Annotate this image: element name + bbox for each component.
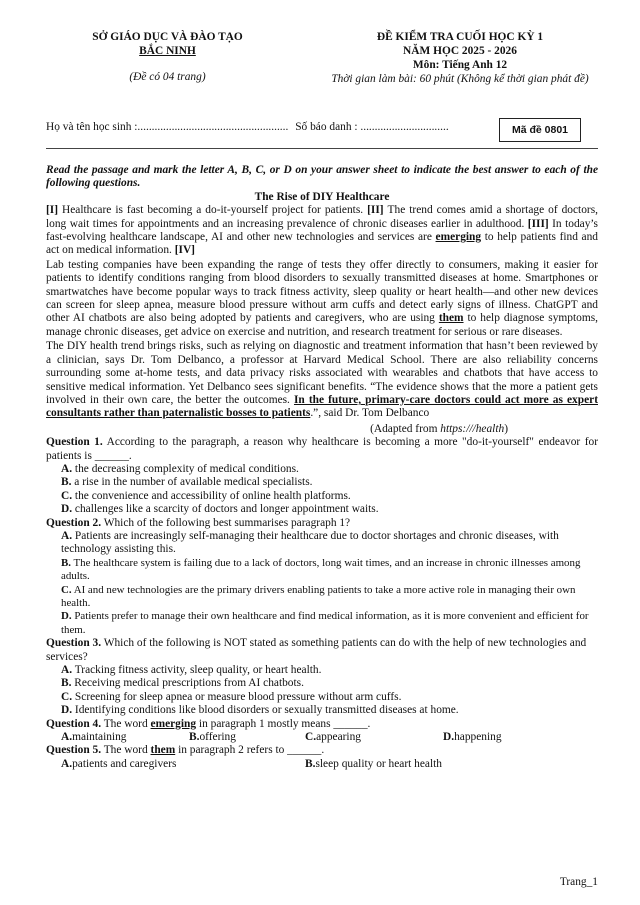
p1-text-b: The trend comes amid a shortage of doctors, long wait times for appointments and an increasing prevalence of chronic diseases earlier in adulthood. [46, 204, 598, 230]
option-text: patients and caregivers [72, 757, 177, 770]
highlight-emerging: emerging [435, 231, 482, 244]
exam-content [46, 164, 598, 771]
question-1 [46, 436, 598, 463]
option-letter: C. [61, 690, 73, 703]
question-3 [46, 637, 598, 664]
option-text: maintaining [72, 731, 127, 744]
q1-option-c[interactable] [61, 490, 598, 503]
option-letter: B. [305, 757, 316, 770]
question-5-text-a: The word [101, 744, 151, 757]
p3-text-a: The DIY health trend brings risks, such as relying on diagnostic and treatment information that hasn’t been reviewed by a clinician, says Dr. Tom Delbanco, a professor at Harvard Medical School. There are also reliability concerns surrounding some at-home tests, and data privacy risks associated with wearables and chatbots that have access to sensitive medical information. Yet Delbanco sees significant benefits. “The evidence shows that the more a patient gets involved in their own care, the better the outcomes. [46, 340, 598, 406]
option-letter: A. [61, 757, 73, 770]
question-5-label: Question 5. [46, 744, 102, 757]
p1-text-c: In today’s fast-evolving healthcare landscape, AI and other new technologies and services are [46, 217, 598, 244]
option-letter: C. [61, 583, 72, 596]
passage-paragraph-2 [46, 259, 598, 339]
school-year: NĂM HỌC 2025 - 2026 [403, 45, 517, 57]
q4-option-c[interactable] [305, 731, 443, 744]
source-url: https:///health [440, 422, 505, 435]
passage-title: The Rise of DIY Healthcare [254, 190, 390, 203]
option-text: Screening for sleep apnea or measure blood pressure without arm cuffs. [72, 690, 402, 703]
q1-option-d[interactable] [61, 503, 598, 516]
question-1-label: Question 1. [46, 436, 103, 449]
q2-option-b[interactable] [61, 557, 598, 584]
marker-3: [III] [527, 217, 553, 230]
option-text: Patients prefer to manage their own healthcare and find medical information, as it is more convenient and efficient for them. [61, 610, 589, 636]
passage-paragraph-1 [46, 204, 598, 258]
time-allowed: Thời gian làm bài: 60 phút (Không kể thời gian phát đề) [331, 73, 589, 85]
question-5-keyword: them [150, 744, 176, 757]
option-text: Receiving medical prescriptions from AI chatbots. [71, 677, 304, 690]
option-letter: D. [61, 704, 73, 717]
q1-option-b[interactable] [61, 476, 598, 489]
q5-options [61, 758, 598, 771]
question-4-label: Question 4. [46, 717, 102, 730]
question-3-text: Which of the following is NOT stated as something patients can do with the help of new technologies and services? [46, 637, 587, 663]
q2-option-c[interactable] [61, 584, 598, 611]
subject: Môn: Tiếng Anh 12 [412, 59, 508, 71]
q5-option-a[interactable] [61, 758, 305, 771]
q3-option-a[interactable] [61, 664, 598, 677]
option-text: AI and new technologies are the primary drivers enabling patients to take a more active role in managing their own health. [61, 583, 576, 609]
option-text: a rise in the number of available medical specialists. [71, 476, 313, 489]
option-text: Patients are increasingly self-managing their healthcare due to doctor shortages and chronic diseases, with technology assisting this. [61, 529, 559, 556]
marker-2: [II] [367, 204, 388, 217]
exam-title: ĐỀ KIỂM TRA CUỐI HỌC KỲ 1 [376, 31, 544, 43]
highlight-them: them [438, 312, 464, 325]
source-suffix: ) [504, 422, 508, 435]
question-2 [46, 517, 598, 530]
question-4-text-b: in paragraph 1 mostly means ______. [196, 717, 371, 730]
question-1-text: According to the paragraph, a reason why healthcare is becoming a more "do-it-yourself" endeavor for patients is ______. [46, 436, 598, 462]
province-name: BẮC NINH [139, 45, 196, 57]
q4-option-a[interactable] [61, 731, 189, 744]
question-4-text-a: The word [101, 717, 151, 730]
passage-source [46, 423, 598, 436]
q3-option-d[interactable] [61, 704, 598, 717]
option-text: The healthcare system is failing due to a lack of doctors, long wait times, and an increase in chronic illnesses among adults. [61, 556, 581, 583]
department-header [40, 31, 295, 85]
option-letter: B. [61, 556, 71, 569]
option-text: Identifying conditions like blood disorders or sexually transmitted diseases at home. [72, 704, 459, 717]
p2-text-a: Lab testing companies have been expanding the range of tests they offer directly to consumers, making it easier for patients to identify conditions ranging from blood disorders to sexually transmitted diseases at home. Smartphones or smartwatches have become popular ways to track fitness activity, sleep quality or heart health—and other new devices can screen for sleep apnea, measure blood pressure without arm cuffs and detect early signs of illness. ChatGPT and other AI chatbots are also being adopted by patients and caregivers, who are using [46, 258, 598, 325]
p1-text-a: Healthcare is fast becoming a do-it-yourself project for patients. [62, 204, 368, 217]
option-letter: D. [61, 610, 72, 623]
passage-paragraph-3 [46, 340, 598, 420]
student-id-field[interactable]: Số báo danh : ............................... [295, 121, 449, 133]
instruction-text: Read the passage and mark the letter A, B, C, or D on your answer sheet to indicate the best answer to each of the following questions. [46, 164, 598, 190]
option-letter: B. [61, 677, 72, 690]
option-letter: C. [305, 731, 317, 744]
option-letter: D. [443, 731, 455, 744]
question-2-label: Question 2. [46, 516, 102, 529]
option-letter: A. [61, 462, 73, 475]
option-text: sleep quality or heart health [315, 757, 442, 770]
option-text: appearing [316, 731, 361, 744]
highlight-quote: In the future, primary-care doctors could act more as expert consultants rather than paternalistic bosses to patients [46, 393, 598, 420]
option-text: challenges like a scarcity of doctors and longer appointment waits. [72, 503, 379, 516]
q4-options [61, 731, 598, 744]
student-name-field[interactable]: Họ và tên học sinh :..................................................... [46, 121, 289, 133]
question-5 [46, 744, 598, 757]
p3-text-b: .”, said Dr. Tom Delbanco [310, 407, 430, 420]
p2-text-b: to help diagnose symptoms, manage chronic diseases, get advice on exercise and nutrition, and research treatment for serious or rare diseases. [46, 312, 598, 338]
option-letter: B. [61, 476, 72, 489]
q2-option-d[interactable] [61, 610, 598, 637]
department-name: SỞ GIÁO DỤC VÀ ĐÀO TẠO [92, 31, 243, 43]
page-count-note: (Đề có 04 trang) [129, 71, 206, 83]
question-4 [46, 718, 598, 731]
option-text: the convenience and accessibility of online health platforms. [72, 489, 351, 502]
q3-option-c[interactable] [61, 691, 598, 704]
question-4-keyword: emerging [150, 717, 197, 730]
option-letter: D. [61, 503, 73, 516]
student-info-line [46, 121, 496, 134]
option-letter: A. [61, 529, 73, 542]
marker-1: [I] [46, 204, 63, 217]
question-3-label: Question 3. [46, 637, 102, 650]
page-number: Trang_1 [559, 876, 598, 888]
exam-code-box: Mã đề 0801 [499, 118, 581, 142]
question-5-text-b: in paragraph 2 refers to ______. [175, 744, 325, 757]
option-text: Tracking fitness activity, sleep quality, or heart health. [72, 664, 322, 677]
header-divider [46, 148, 598, 149]
option-letter: C. [61, 489, 73, 502]
option-letter: B. [189, 731, 200, 744]
option-letter: A. [61, 664, 73, 677]
q5-option-b[interactable] [305, 758, 442, 771]
question-2-text: Which of the following best summarises paragraph 1? [101, 516, 351, 529]
option-text: happening [454, 731, 502, 744]
p1-text-d: to help patients find and act on medical information. [46, 231, 599, 257]
q4-option-d[interactable] [443, 731, 502, 744]
q2-option-a[interactable] [61, 530, 598, 557]
q3-option-b[interactable] [61, 677, 598, 690]
option-letter: A. [61, 731, 73, 744]
marker-4: [IV] [174, 244, 195, 257]
q1-option-a[interactable] [61, 463, 598, 476]
source-prefix: (Adapted from [370, 422, 441, 435]
q4-option-b[interactable] [189, 731, 305, 744]
option-text: offering [199, 731, 236, 744]
option-text: the decreasing complexity of medical conditions. [72, 462, 299, 475]
exam-header [300, 31, 620, 87]
